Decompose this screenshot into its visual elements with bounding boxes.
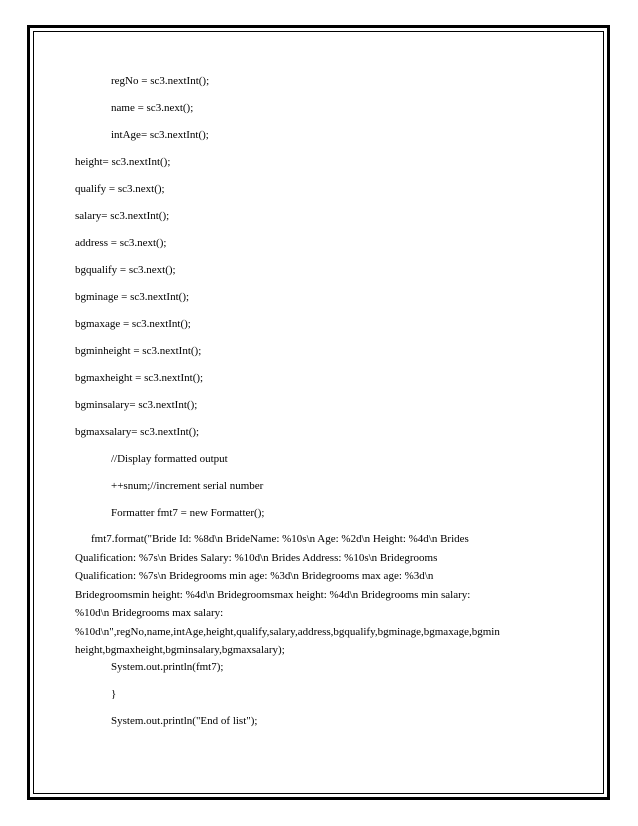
- code-line-formatter: Formatter fmt7 = new Formatter();: [111, 507, 265, 519]
- code-line-intage: intAge= sc3.nextInt();: [111, 129, 209, 141]
- format-call-line: %10d\n",regNo,name,intAge,height,qualify,salary,address,bgqualify,bgminage,bgmaxage,bgmin: [75, 625, 500, 638]
- code-line-closing-brace: }: [111, 688, 117, 700]
- code-line-bgminage: bgminage = sc3.nextInt();: [75, 291, 190, 303]
- format-call-line: Qualification: %7s\n Brides Salary: %10d\n Brides Address: %10s\n Bridegrooms: [75, 551, 438, 564]
- code-line-bgminsalary: bgminsalary= sc3.nextInt();: [75, 399, 198, 411]
- code-line-height: height= sc3.nextInt();: [75, 156, 171, 168]
- code-line-bgminheight: bgminheight = sc3.nextInt();: [75, 345, 202, 357]
- code-line-println-end: System.out.println("End of list");: [111, 715, 258, 727]
- code-line-address: address = sc3.next();: [75, 237, 167, 249]
- code-line-bgmaxheight: bgmaxheight = sc3.nextInt();: [75, 372, 204, 384]
- format-call-block: [75, 530, 575, 660]
- code-line-salary: salary= sc3.nextInt();: [75, 210, 170, 222]
- code-line-bgqualify: bgqualify = sc3.next();: [75, 264, 176, 276]
- page-border-inner: [33, 31, 604, 794]
- code-line-qualify: qualify = sc3.next();: [75, 183, 165, 195]
- code-comment-display: //Display formatted output: [111, 453, 228, 465]
- format-call-line: Bridegroomsmin height: %4d\n Bridegroomsmax height: %4d\n Bridegrooms min salary:: [75, 588, 471, 601]
- format-call-line: height,bgmaxheight,bgminsalary,bgmaxsalary);: [75, 644, 285, 656]
- code-line-regno: regNo = sc3.nextInt();: [111, 75, 210, 87]
- code-line-name: name = sc3.next();: [111, 102, 194, 114]
- code-line-increment: ++snum;//increment serial number: [111, 480, 264, 492]
- code-line-println-fmt7: System.out.println(fmt7);: [111, 661, 224, 673]
- format-call-line: Qualification: %7s\n Bridegrooms min age: %3d\n Bridegrooms max age: %3d\n: [75, 570, 434, 582]
- format-call-line: fmt7.format("Bride Id: %8d\n BrideName: %10s\n Age: %2d\n Height: %4d\n Brides: [91, 533, 469, 545]
- format-call-line: %10d\n Bridegrooms max salary:: [75, 607, 224, 619]
- code-line-bgmaxsalary: bgmaxsalary= sc3.nextInt();: [75, 426, 200, 438]
- code-line-bgmaxage: bgmaxage = sc3.nextInt();: [75, 318, 191, 330]
